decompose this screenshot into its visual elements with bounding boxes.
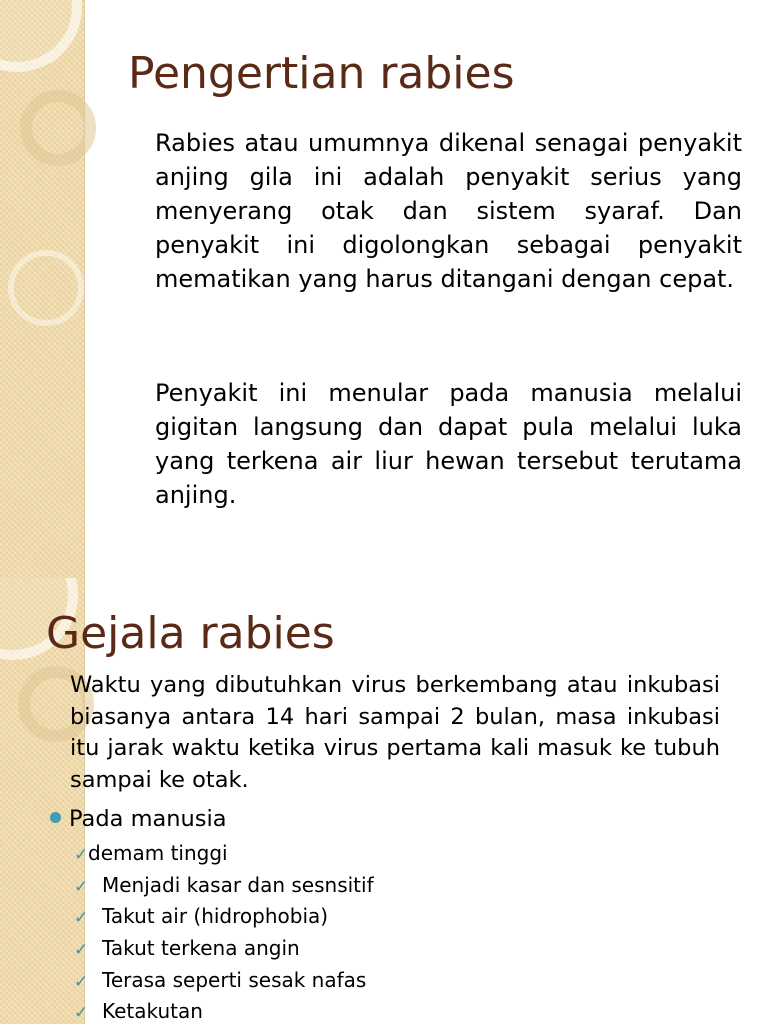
list-item: ✓ Takut terkena angin: [74, 933, 374, 965]
checkmark-icon: ✓: [74, 845, 89, 865]
list-item: ✓demam tinggi: [74, 838, 374, 870]
checkmark-icon: ✓: [74, 908, 89, 929]
decorative-ring: [20, 90, 96, 166]
checkmark-icon: ✓: [74, 876, 89, 897]
symptom-list: [74, 838, 374, 1024]
decorative-ring: [8, 250, 84, 326]
definition-paragraph: Rabies atau umumnya dikenal senagai penyakit anjing gila ini adalah penyakit serius yang menyerang otak dan sistem syaraf. Dan penyakit ini digolongkan sebagai penyakit mematikan yang harus ditangani dengan cepat.: [155, 129, 742, 293]
bullet-label: Pada manusia: [69, 806, 227, 832]
dot-bullet-icon: [50, 812, 61, 823]
slide-gejala: [0, 578, 768, 1024]
checkmark-icon: ✓: [74, 1003, 89, 1024]
list-item: ✓ Terasa seperti sesak nafas: [74, 965, 374, 997]
list-item: ✓ Ketakutan: [74, 996, 374, 1024]
slide-title: Gejala rabies: [46, 608, 335, 659]
list-item: ✓ Takut air (hidrophobia): [74, 901, 374, 933]
transmission-paragraph: Penyakit ini menular pada manusia melalui gigitan langsung dan dapat pula melalui luka yang terkena air liur hewan tersebut terutama anjing.: [155, 379, 742, 509]
checkmark-icon: ✓: [74, 940, 89, 961]
slide-title: Pengertian rabies: [128, 48, 515, 99]
checkmark-icon: ✓: [74, 971, 89, 992]
incubation-paragraph: Waktu yang dibutuhkan virus berkembang atau inkubasi biasanya antara 14 hari sampai 2 bulan, masa inkubasi itu jarak waktu ketika virus pertama kali masuk ke tubuh sampai ke otak.: [70, 672, 720, 793]
bullet-item: [50, 804, 227, 834]
list-item: ✓ Menjadi kasar dan sesnsitif: [74, 870, 374, 902]
